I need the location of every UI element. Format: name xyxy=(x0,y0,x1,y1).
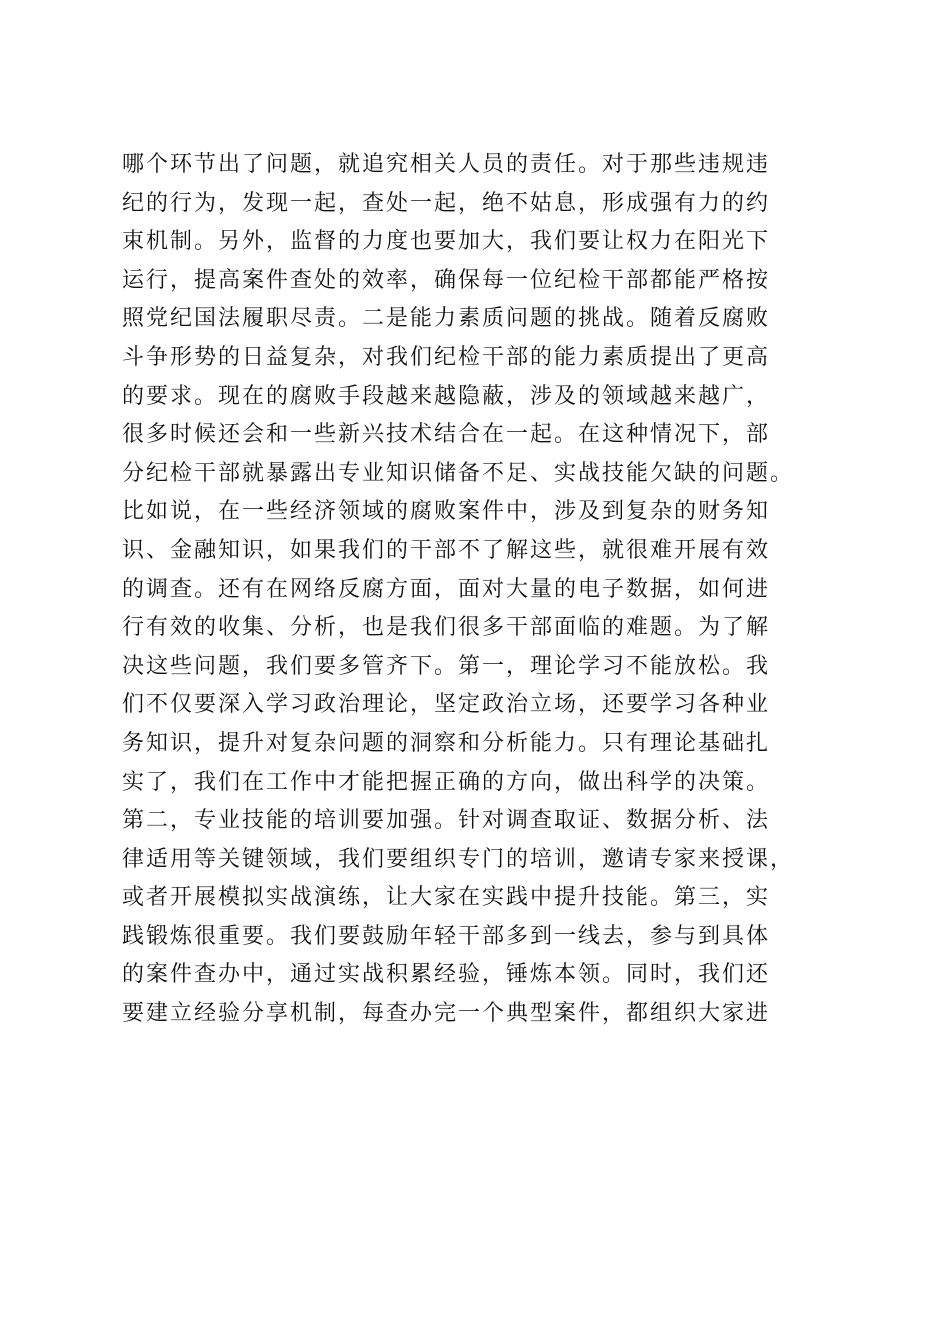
text-line: 实了，我们在工作中才能把握正确的方向，做出科学的决策。 xyxy=(122,769,771,795)
text-line: 哪个环节出了问题，就追究相关人员的责任。对于那些违规违 xyxy=(122,152,771,177)
text-line: 识、金融知识，如果我们的干部不了解这些，就很难开展有效 xyxy=(122,537,771,563)
text-line: 照党纪国法履职尽责。二是能力素质问题的挑战。随着反腐败 xyxy=(122,306,771,332)
text-line: 束机制。另外，监督的力度也要加大，我们要让权力在阳光下 xyxy=(122,229,771,255)
text-line: 要建立经验分享机制，每查办完一个典型案件，都组织大家进 xyxy=(122,1001,771,1027)
text-line: 的案件查办中，通过实战积累经验，锤炼本领。同时，我们还 xyxy=(122,962,771,988)
text-line: 或者开展模拟实战演练，让大家在实践中提升技能。第三，实 xyxy=(122,885,771,911)
text-line: 的调查。还有在网络反腐方面，面对大量的电子数据，如何进 xyxy=(122,576,771,602)
body-paragraph xyxy=(122,146,842,1034)
text-line: 纪的行为，发现一起，查处一起，绝不姑息，形成强有力的约 xyxy=(122,190,771,216)
text-line: 务知识，提升对复杂问题的洞察和分析能力。只有理论基础扎 xyxy=(122,730,771,756)
text-line: 运行，提高案件查处的效率，确保每一位纪检干部都能严格按 xyxy=(122,267,771,293)
text-line: 的要求。现在的腐败手段越来越隐蔽，涉及的领域越来越广， xyxy=(122,383,771,409)
text-line: 比如说，在一些经济领域的腐败案件中，涉及到复杂的财务知 xyxy=(122,499,771,525)
text-line: 决这些问题，我们要多管齐下。第一，理论学习不能放松。我 xyxy=(122,653,771,679)
text-line: 很多时候还会和一些新兴技术结合在一起。在这种情况下，部 xyxy=(122,422,771,448)
text-line: 行有效的收集、分析，也是我们很多干部面临的难题。为了解 xyxy=(122,615,771,641)
text-line: 律适用等关键领域，我们要组织专门的培训，邀请专家来授课， xyxy=(122,846,795,872)
text-line: 践锻炼很重要。我们要鼓励年轻干部多到一线去，参与到具体 xyxy=(122,923,771,949)
text-line: 第二，专业技能的培训要加强。针对调查取证、数据分析、法 xyxy=(122,808,771,834)
text-line: 斗争形势的日益复杂，对我们纪检干部的能力素质提出了更高 xyxy=(122,344,771,370)
text-line: 分纪检干部就暴露出专业知识储备不足、实战技能欠缺的问题。 xyxy=(122,460,795,486)
text-line: 们不仅要深入学习政治理论，坚定政治立场，还要学习各种业 xyxy=(122,692,771,718)
